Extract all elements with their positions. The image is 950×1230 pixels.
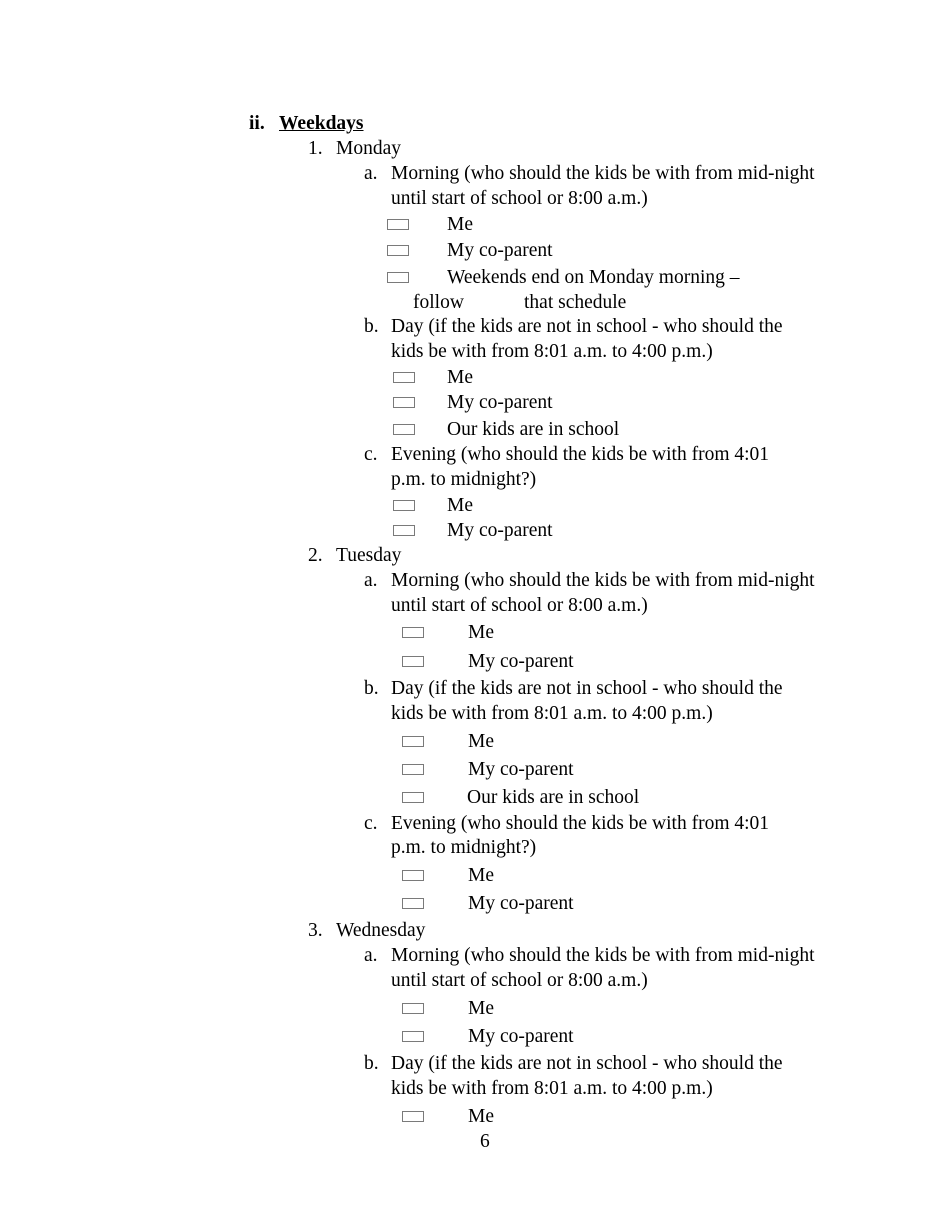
- day-number-wednesday: 3.: [308, 920, 323, 941]
- wednesday-day-me-checkbox[interactable]: [402, 1111, 424, 1122]
- day-name-monday: Monday: [336, 138, 401, 159]
- monday-morning-weekends-label-cont-b: that schedule: [524, 292, 627, 313]
- tuesday-day-me-label: Me: [468, 731, 494, 752]
- monday-morning-question: Morning (who should the kids be with from mid-night: [391, 163, 815, 184]
- monday-morning-me-label: Me: [447, 214, 473, 235]
- wednesday-morning-question-cont: until start of school or 8:00 a.m.): [391, 970, 648, 991]
- tuesday-day-coparent-checkbox[interactable]: [402, 764, 424, 775]
- tuesday-evening-me-label: Me: [468, 865, 494, 886]
- tuesday-day-school-label: Our kids are in school: [467, 787, 640, 808]
- page-number: 6: [480, 1131, 490, 1152]
- tuesday-morning-question: Morning (who should the kids be with from mid-night: [391, 570, 815, 591]
- monday-morning-coparent-checkbox[interactable]: [387, 245, 409, 256]
- wednesday-morning-me-label: Me: [468, 998, 494, 1019]
- tuesday-evening-me-checkbox[interactable]: [402, 870, 424, 881]
- tuesday-day-school-checkbox[interactable]: [402, 792, 424, 803]
- monday-day-question: Day (if the kids are not in school - who should the: [391, 316, 783, 337]
- tuesday-evening-question: Evening (who should the kids be with from 4:01: [391, 813, 770, 834]
- wednesday-day-letter: b.: [364, 1053, 379, 1074]
- monday-morning-weekends-checkbox[interactable]: [387, 272, 409, 283]
- monday-evening-coparent-checkbox[interactable]: [393, 525, 415, 536]
- day-number-tuesday: 2.: [308, 545, 323, 566]
- tuesday-day-letter: b.: [364, 678, 379, 699]
- monday-day-me-checkbox[interactable]: [393, 372, 415, 383]
- wednesday-morning-letter: a.: [364, 945, 378, 966]
- wednesday-morning-me-checkbox[interactable]: [402, 1003, 424, 1014]
- tuesday-morning-coparent-label: My co-parent: [468, 651, 574, 672]
- monday-evening-me-checkbox[interactable]: [393, 500, 415, 511]
- monday-morning-coparent-label: My co-parent: [447, 240, 553, 261]
- day-number-monday: 1.: [308, 138, 323, 159]
- tuesday-evening-question-cont: p.m. to midnight?): [391, 837, 537, 858]
- section-title: Weekdays: [279, 113, 364, 134]
- tuesday-day-question: Day (if the kids are not in school - who should the: [391, 678, 783, 699]
- tuesday-day-question-cont: kids be with from 8:01 a.m. to 4:00 p.m.): [391, 703, 713, 724]
- monday-morning-question-cont: until start of school or 8:00 a.m.): [391, 188, 648, 209]
- monday-morning-weekends-label-cont-a: follow: [413, 292, 464, 313]
- tuesday-evening-letter: c.: [364, 813, 378, 834]
- monday-evening-coparent-label: My co-parent: [447, 520, 553, 541]
- tuesday-morning-me-label: Me: [468, 622, 494, 643]
- monday-evening-letter: c.: [364, 444, 378, 465]
- section-numeral: ii.: [249, 113, 265, 134]
- tuesday-evening-coparent-label: My co-parent: [468, 893, 574, 914]
- monday-evening-question-cont: p.m. to midnight?): [391, 469, 537, 490]
- tuesday-morning-me-checkbox[interactable]: [402, 627, 424, 638]
- tuesday-morning-question-cont: until start of school or 8:00 a.m.): [391, 595, 648, 616]
- tuesday-morning-coparent-checkbox[interactable]: [402, 656, 424, 667]
- day-name-tuesday: Tuesday: [336, 545, 402, 566]
- wednesday-morning-question: Morning (who should the kids be with from mid-night: [391, 945, 815, 966]
- monday-morning-letter: a.: [364, 163, 378, 184]
- monday-day-coparent-label: My co-parent: [447, 392, 553, 413]
- monday-morning-me-checkbox[interactable]: [387, 219, 409, 230]
- tuesday-day-coparent-label: My co-parent: [468, 759, 574, 780]
- monday-morning-weekends-label: Weekends end on Monday morning –: [447, 267, 740, 288]
- wednesday-day-me-label: Me: [468, 1106, 494, 1127]
- tuesday-morning-letter: a.: [364, 570, 378, 591]
- monday-day-question-cont: kids be with from 8:01 a.m. to 4:00 p.m.): [391, 341, 713, 362]
- wednesday-morning-coparent-label: My co-parent: [468, 1026, 574, 1047]
- monday-evening-question: Evening (who should the kids be with from 4:01: [391, 444, 770, 465]
- tuesday-evening-coparent-checkbox[interactable]: [402, 898, 424, 909]
- wednesday-day-question: Day (if the kids are not in school - who should the: [391, 1053, 783, 1074]
- monday-day-me-label: Me: [447, 367, 473, 388]
- tuesday-day-me-checkbox[interactable]: [402, 736, 424, 747]
- wednesday-morning-coparent-checkbox[interactable]: [402, 1031, 424, 1042]
- monday-day-coparent-checkbox[interactable]: [393, 397, 415, 408]
- monday-day-school-label: Our kids are in school: [447, 419, 620, 440]
- day-name-wednesday: Wednesday: [336, 920, 426, 941]
- monday-evening-me-label: Me: [447, 495, 473, 516]
- monday-day-school-checkbox[interactable]: [393, 424, 415, 435]
- monday-day-letter: b.: [364, 316, 379, 337]
- wednesday-day-question-cont: kids be with from 8:01 a.m. to 4:00 p.m.): [391, 1078, 713, 1099]
